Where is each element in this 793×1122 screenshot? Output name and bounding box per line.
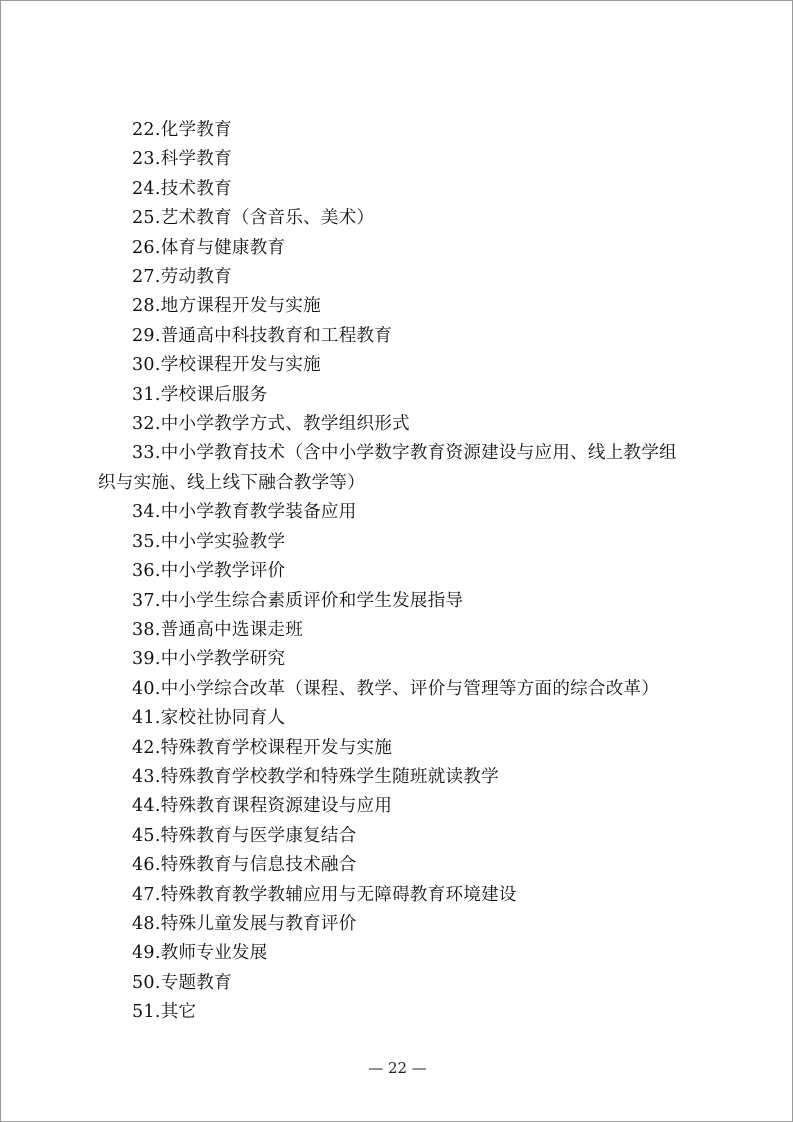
list-item <box>98 263 718 292</box>
list-item-text: 47.特殊教育教学教辅应用与无障碍教育环境建设 <box>132 884 517 905</box>
list-item <box>98 675 718 704</box>
list-item <box>98 851 718 880</box>
list-item <box>98 645 718 674</box>
list-item <box>98 587 718 616</box>
list-item <box>98 616 718 645</box>
list-item <box>98 234 718 263</box>
list-item-text: 34.中小学教育教学装备应用 <box>132 502 357 523</box>
list-item-text: 41.家校社协同育人 <box>132 708 286 729</box>
list-item-text: 45.特殊教育与医学康复结合 <box>132 825 357 846</box>
list-item-text: 50.专题教育 <box>132 972 232 993</box>
list-item <box>98 734 718 763</box>
list-item <box>98 145 718 174</box>
list-item-text: 48.特殊儿童发展与教育评价 <box>132 913 357 934</box>
list-item-text: 32.中小学教学方式、教学组织形式 <box>132 414 410 435</box>
list-item-text: 31.学校课后服务 <box>132 384 268 405</box>
list-item-text: 33.中小学教育技术（含中小学数字教育资源建设与应用、线上教学组 <box>132 443 677 464</box>
list-item-text: 35.中小学实验教学 <box>132 531 286 552</box>
list-item-text: 38.普通高中选课走班 <box>132 619 304 640</box>
list-item-text: 51.其它 <box>132 1002 197 1023</box>
list-item-text: 37.中小学生综合素质评价和学生发展指导 <box>132 590 464 611</box>
list-item <box>98 381 718 410</box>
list-item-text: 36.中小学教学评价 <box>132 561 286 582</box>
list-item <box>98 822 718 851</box>
list-item <box>98 704 718 733</box>
list-item-text: 30.学校课程开发与实施 <box>132 355 321 376</box>
list-item <box>98 792 718 821</box>
list-item-continuation: 织与实施、线上线下融合教学等） <box>98 472 365 493</box>
list-item-text: 27.劳动教育 <box>132 267 232 288</box>
list-item <box>98 910 718 939</box>
list-item <box>98 939 718 968</box>
list-item <box>98 998 718 1027</box>
list-item <box>98 351 718 380</box>
list-item-text: 44.特殊教育课程资源建设与应用 <box>132 796 393 817</box>
topic-list <box>98 116 718 1028</box>
list-item-text: 43.特殊教育学校教学和特殊学生随班就读教学 <box>132 766 499 787</box>
list-item-text: 46.特殊教育与信息技术融合 <box>132 855 357 876</box>
list-item <box>98 410 718 439</box>
list-item-text: 26.体育与健康教育 <box>132 237 286 258</box>
page-number: — 22 — <box>368 1059 427 1077</box>
list-item-text: 40.中小学综合改革（课程、教学、评价与管理等方面的综合改革） <box>132 678 660 699</box>
list-item <box>98 969 718 998</box>
list-item <box>98 292 718 321</box>
list-item <box>98 498 718 527</box>
list-item <box>98 204 718 233</box>
list-item-text: 49.教师专业发展 <box>132 943 268 964</box>
list-item <box>98 763 718 792</box>
list-item <box>98 322 718 351</box>
list-item <box>98 557 718 586</box>
list-item-text: 22.化学教育 <box>132 120 232 140</box>
list-item-text: 39.中小学教学研究 <box>132 649 286 670</box>
list-item-text: 23.科学教育 <box>132 149 232 170</box>
list-item-text: 24.技术教育 <box>132 178 232 199</box>
list-item <box>98 528 718 557</box>
list-item <box>98 881 718 910</box>
list-item-text: 42.特殊教育学校课程开发与实施 <box>132 737 393 758</box>
list-item-text: 29.普通高中科技教育和工程教育 <box>132 325 393 346</box>
list-item-text: 28.地方课程开发与实施 <box>132 296 321 317</box>
list-item-text: 25.艺术教育（含音乐、美术） <box>132 208 375 229</box>
list-item <box>98 116 718 145</box>
list-item <box>98 439 718 498</box>
list-item <box>98 175 718 204</box>
